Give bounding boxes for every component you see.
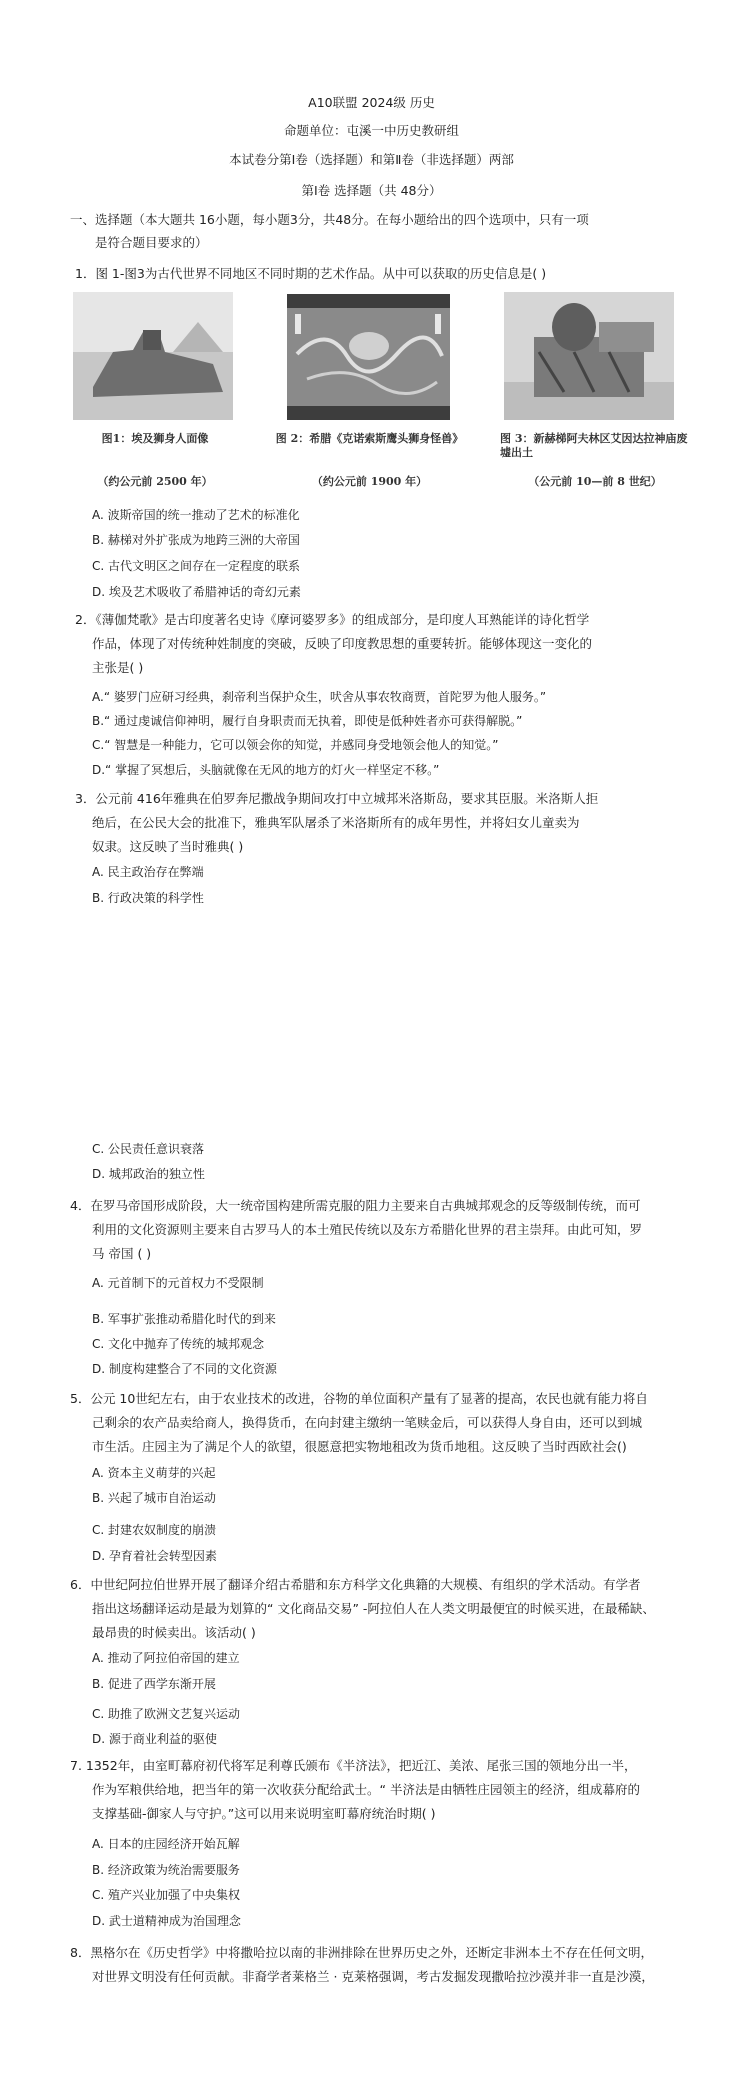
q7-option-b: B. 经济政策为统治需要服务 [92,1863,240,1877]
q7-stem-line: 7. 1352年，由室町幕府初代将军足利尊氏颁布《半济法》，把近江、美浓、尾张三国的领地分出一半， [70,1758,637,1773]
q6-option-a: A. 推动了阿拉伯帝国的建立 [92,1651,240,1665]
q3-option-a: A. 民主政治存在弊端 [92,865,204,879]
q7-option-a: A. 日本的庄园经济开始瓦解 [92,1837,240,1851]
q5-stem-line: 5．公元 10世纪左右，由于农业技术的改进，谷物的单位面积产量有了显著的提高，农民也就有能力将自 [70,1391,648,1406]
fig1-caption: 图1：埃及狮身人面像 [101,432,209,445]
q6-stem-line: 指出这场翻译运动是最为划算的“ 文化商品交易” -阿拉伯人在人类文明最便宜的时候买进，在最稀缺、 [92,1601,655,1616]
ain-dara-sculpture-image [504,292,674,420]
q2-stem-line: 主张是( ) [92,660,144,675]
q6-stem-line: 6．中世纪阿拉伯世界开展了翻译介绍古希腊和东方科学文化典籍的大规模、有组织的学术活动。有学者 [70,1577,641,1592]
q3-option-d: D. 城邦政治的独立性 [92,1167,205,1181]
q8-stem-line: 对世界文明没有任何贡献。非裔学者莱格兰 · 克莱格强调，考古发掘发现撒哈拉沙漠并非一直是沙漠， [92,1969,654,1984]
q7-stem-line: 支撑基础-御家人与守护。”这可以用来说明室町幕府统治时期( ) [92,1806,436,1821]
q1-stem: 1．图 1-图3为古代世界不同地区不同时期的艺术作品。从中可以获取的历史信息是( ) [75,266,547,281]
q4-stem-line: 利用的文化资源则主要来自古罗马人的本土殖民传统以及东方希腊化世界的君主崇拜。由此可知，罗 [92,1222,643,1237]
q1-option-b: B. 赫梯对外扩张成为地跨三洲的大帝国 [92,533,300,547]
q3-stem-line: 奴隶。这反映了当时雅典( ) [92,839,244,854]
griffin-fresco-image [287,294,450,420]
q3-option-b: B. 行政决策的科学性 [92,891,204,905]
exam-note: 本试卷分第Ⅰ卷（选择题）和第Ⅱ卷（非选择题）两部 [229,152,514,167]
q3-option-c: C. 公民责任意识衰落 [92,1142,205,1156]
q6-option-d: D. 源于商业利益的驱使 [92,1732,217,1746]
q2-stem-line: 作品，体现了对传统种姓制度的突破，反映了印度教思想的重要转折。能够体现这一变化的 [92,636,593,651]
q5-option-c: C. 封建农奴制度的崩溃 [92,1523,217,1537]
q8-stem-line: 8．黑格尔在《历史哲学》中将撒哈拉以南的非洲排除在世界历史之外，还断定非洲本土不存在任何文明， [70,1945,653,1960]
q4-option-b: B. 军事扩张推动希腊化时代的到来 [92,1312,276,1326]
q4-option-a: A. 元首制下的元首权力不受限制 [92,1276,264,1290]
q5-option-b: B. 兴起了城市自治运动 [92,1491,216,1505]
q6-option-b: B. 促进了西学东渐开展 [92,1677,216,1691]
q7-stem-line: 作为军粮供给地，把当年的第一次收获分配给武士。“ 半济法是由牺牲庄园领主的经济，组成幕府的 [92,1782,640,1797]
q6-option-c: C. 助推了欧洲文艺复兴运动 [92,1707,241,1721]
fig2-caption: 图 2：希腊《克诺索斯鹰头狮身怪兽》 [275,432,464,445]
q4-option-d: D. 制度构建整合了不同的文化资源 [92,1362,277,1376]
q1-option-a: A. 波斯帝国的统一推动了艺术的标准化 [92,508,300,522]
q3-stem-line: 绝后，在公民大会的批准下，雅典军队屠杀了米洛斯所有的成年男性，并将妇女儿童卖为 [92,815,580,830]
fig3-caption: 图 3：新赫梯阿夫林区艾因达拉神庙废墟出土 [500,432,688,459]
q5-option-a: A. 资本主义萌芽的兴起 [92,1466,216,1480]
q4-stem-line: 马 帝国 ( ) [92,1246,152,1261]
sphinx-image [73,292,233,420]
q7-option-c: C. 殖产兴业加强了中央集权 [92,1888,241,1902]
exam-title: A10联盟 2024级 历史 [308,95,435,110]
q5-stem-line: 市生活。庄园主为了满足个人的欲望，很愿意把实物地租改为货币地租。这反映了当时西欧社会() [92,1439,627,1454]
q4-option-c: C. 文化中抛弃了传统的城邦观念 [92,1337,265,1351]
fig1-date: （约公元前 2500 年） [97,475,213,488]
q6-stem-line: 最昂贵的时候卖出。该活动( ) [92,1625,256,1640]
section-title: 第Ⅰ卷 选择题（共 48分） [301,183,442,198]
fig2-date: （约公元前 1900 年） [311,475,428,488]
q4-stem-line: 4．在罗马帝国形成阶段，大一统帝国构建所需克服的阻力主要来自古典城邦观念的反等级制传统，而可 [70,1198,641,1213]
q1-option-d: D. 埃及艺术吸收了希腊神话的奇幻元素 [92,585,301,599]
q5-stem-line: 己剩余的农产品卖给商人，换得货币，在向封建主缴纳一笔赎金后，可以获得人身自由，还可以到城 [92,1415,643,1430]
q2-option-c: C.“ 智慧是一种能力，它可以领会你的知觉，并感同身受地领会他人的知觉。” [92,738,499,752]
q2-option-d: D.“ 掌握了冥想后，头脑就像在无风的地方的灯火一样坚定不移。” [92,763,440,777]
instruction-line-2: 是符合题目要求的） [95,235,208,250]
q3-stem-line: 3．公元前 416年雅典在伯罗奔尼撒战争期间攻打中立城邦米洛斯岛，要求其臣服。米洛斯人拒 [75,791,599,806]
q2-option-a: A.“ 婆罗门应研习经典，刹帝利当保护众生，吠舍从事农牧商贾，首陀罗为他人服务。” [92,690,547,704]
instruction-line-1: 一、选择题（本大题共 16小题，每小题3分，共48分。在每小题给出的四个选项中，只有一项 [70,212,589,227]
q2-stem-line: 2．《薄伽梵歌》是古印度著名史诗《摩诃婆罗多》的组成部分，是印度人耳熟能详的诗化哲学 [75,612,590,627]
q1-option-c: C. 古代文明区之间存在一定程度的联系 [92,559,301,573]
exam-unit: 命题单位：屯溪一中历史教研组 [283,123,459,138]
q7-option-d: D. 武士道精神成为治国理念 [92,1914,241,1928]
q2-option-b: B.“ 通过虔诚信仰神明，履行自身职责而无执着，即使是低种姓者亦可获得解脱。” [92,714,523,728]
q5-option-d: D. 孕育着社会转型因素 [92,1549,217,1563]
fig3-date: （公元前 10—前 8 世纪） [528,475,662,488]
